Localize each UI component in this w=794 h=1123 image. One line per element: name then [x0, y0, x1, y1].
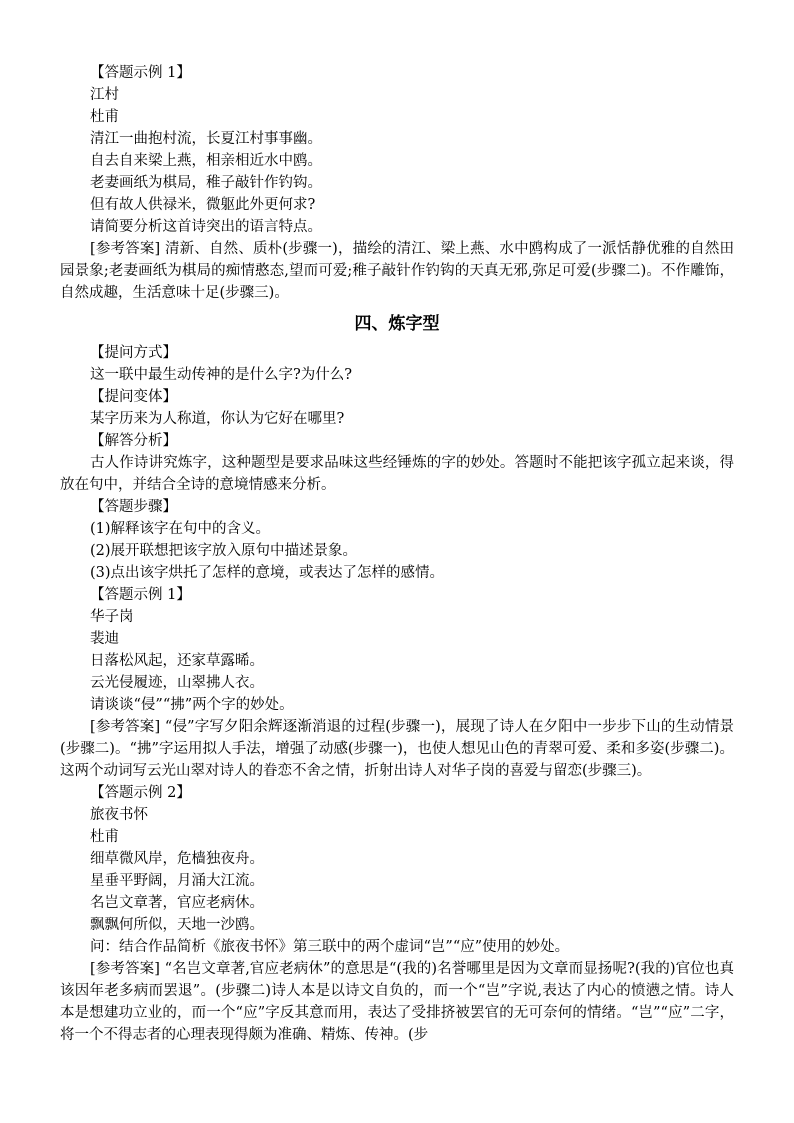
poem-author: 裴迪 [90, 631, 119, 647]
step-item: (2)展开联想把该字放入原句中描述景象。 [90, 543, 358, 559]
poem-line: 细草微风岸，危樯独夜舟。 [90, 851, 264, 867]
analysis-label: 【解答分析】 [90, 433, 177, 449]
ask-label: 【提问方式】 [90, 345, 177, 361]
poem-title: 江村 [90, 87, 119, 103]
poem-line: 名岂文章著，官应老病休。 [90, 895, 264, 911]
reference-answer: [参考答案] “名岂文章著,官应老病休”的意思是“(我的)名誉哪里是因为文章而显扬呢?(我的)官位也真该因年老多病而罢退”。(步骤二)诗人本是以诗文自负的，而一个“岂”字说,表达了内心的愤懑之情。诗人本是想建功立业的，而一个“应”字反其意而用，表达了受排挤被罢官的无可奈何的情绪。“岂”“应”二字，将一个不得志者的心理表现得颇为准确、精炼、传神。(步 [60, 961, 734, 1043]
variant-text: 某字历来为人称道，你认为它好在哪里? [90, 411, 345, 427]
poem-line: 日落松风起，还家草露晞。 [90, 653, 264, 669]
poem-title: 旅夜书怀 [90, 807, 148, 823]
question-text: 请简要分析这首诗突出的语言特点。 [90, 219, 322, 235]
reference-answer: [参考答案] 清新、自然、质朴(步骤一)，描绘的清江、梁上燕、水中鸥构成了一派恬静优雅的自然田园景象;老妻画纸为棋局的痴情憨态,望而可爱;稚子敲针作钓钩的天真无邪,弥足可爱(步骤二)。不作雕饰，自然成趣，生活意味十足(步骤三)。 [60, 241, 734, 301]
poem-line: 但有故人供禄米，微躯此外更何求? [90, 197, 316, 213]
poem-line: 老妻画纸为棋局，稚子敲针作钓钩。 [90, 175, 322, 191]
steps-label: 【答题步骤】 [90, 499, 177, 515]
example-label: 【答题示例 2】 [90, 785, 191, 801]
step-item: (1)解释该字在句中的含义。 [90, 521, 271, 537]
poem-author: 杜甫 [90, 109, 119, 125]
example-label: 【答题示例 1】 [90, 65, 191, 81]
section-heading: 四、炼字型 [354, 314, 440, 334]
poem-line: 云光侵履迹，山翠拂人衣。 [90, 675, 264, 691]
poem-line: 星垂平野阔，月涌大江流。 [90, 873, 264, 889]
question-text: 问：结合作品简析《旅夜书怀》第三联中的两个虚词“岂”“应”使用的妙处。 [90, 939, 570, 955]
reference-answer: [参考答案] “侵”字写夕阳余辉逐渐消退的过程(步骤一)，展现了诗人在夕阳中一步步下山的生动情景(步骤二)。“拂”字运用拟人手法，增强了动感(步骤一)，也使人想见山色的青翠可爱、柔和多姿(步骤二)。这两个动词写云光山翠对诗人的眷恋不舍之情，折射出诗人对华子岗的喜爱与留恋(步骤三)。 [60, 719, 734, 779]
ask-text: 这一联中最生动传神的是什么字?为什么? [90, 367, 353, 383]
poem-title: 华子岗 [90, 609, 134, 625]
example-label: 【答题示例 1】 [90, 587, 191, 603]
variant-label: 【提问变体】 [90, 389, 177, 405]
question-text: 请谈谈“侵”“拂”两个字的妙处。 [90, 697, 294, 713]
poem-line: 自去自来梁上燕，相亲相近水中鸥。 [90, 153, 322, 169]
poem-author: 杜甫 [90, 829, 119, 845]
analysis-text: 古人作诗讲究炼字，这种题型是要求品味这些经锤炼的字的妙处。答题时不能把该字孤立起来谈，得放在句中，并结合全诗的意境情感来分析。 [60, 455, 734, 493]
poem-line: 清江一曲抱村流，长夏江村事事幽。 [90, 131, 322, 147]
step-item: (3)点出该字烘托了怎样的意境，或表达了怎样的感情。 [90, 565, 445, 581]
document-page [60, 62, 734, 1046]
poem-line: 飘飘何所似，天地一沙鸥。 [90, 917, 264, 933]
